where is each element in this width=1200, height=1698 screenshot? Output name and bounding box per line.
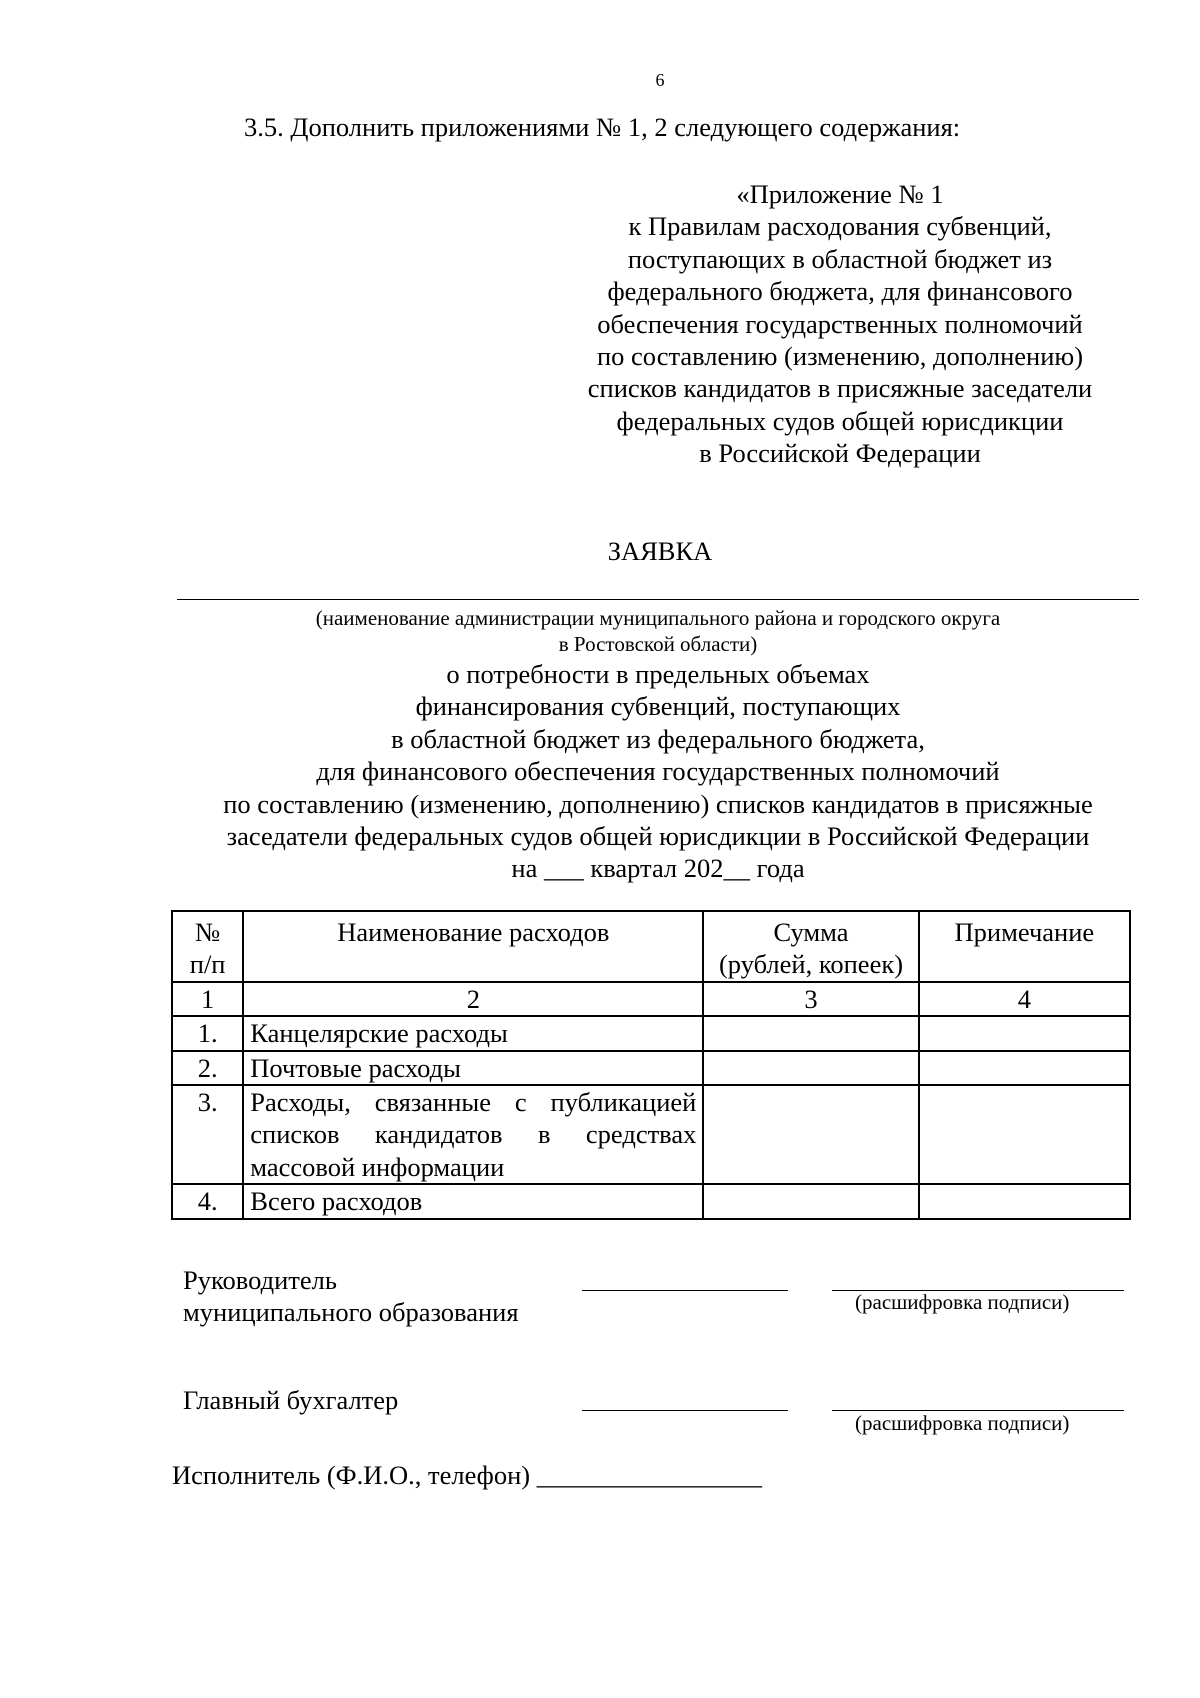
request-line: на ___ квартал 202__ года bbox=[511, 853, 805, 884]
head-name-caption: (расшифровка подписи) bbox=[855, 1290, 1070, 1314]
head-label-line2: муниципального образования bbox=[183, 1297, 519, 1328]
appendix-line: «Приложение № 1 bbox=[736, 179, 944, 209]
header-sum-line1: Сумма bbox=[773, 917, 849, 947]
table-row bbox=[172, 1184, 1130, 1218]
appendix-line: поступающих в областной бюджет из bbox=[627, 243, 1053, 274]
table-row bbox=[172, 1085, 1130, 1184]
caption-line: (наименование администрации муниципального района и городского округа bbox=[315, 606, 1001, 630]
table-row bbox=[172, 1051, 1130, 1085]
administration-name-line bbox=[177, 599, 1139, 600]
row-note bbox=[919, 1085, 1130, 1184]
administration-caption bbox=[177, 605, 1139, 657]
column-number-row bbox=[172, 982, 1130, 1016]
row-note bbox=[919, 1051, 1130, 1085]
row-sum bbox=[703, 1016, 918, 1050]
accountant-name-caption: (расшифровка подписи) bbox=[855, 1411, 1070, 1435]
appendix-line: в Российской Федерации bbox=[699, 438, 981, 469]
accountant-signature-label: Главный бухгалтер bbox=[183, 1385, 399, 1415]
row-number: 1. bbox=[172, 1016, 243, 1050]
row-number: 4. bbox=[172, 1184, 243, 1218]
column-number: 3 bbox=[703, 982, 918, 1016]
intro-paragraph: 3.5. Дополнить приложениями № 1, 2 следующего содержания: bbox=[244, 112, 961, 142]
request-line: о потребности в предельных объемах bbox=[446, 659, 870, 689]
caption-line: в Ростовской области) bbox=[558, 632, 758, 656]
row-name: Почтовые расходы bbox=[243, 1051, 703, 1085]
executor-label: Исполнитель (Ф.И.О., телефон) bbox=[172, 1460, 531, 1490]
column-number: 1 bbox=[172, 982, 243, 1016]
row-note bbox=[919, 1016, 1130, 1050]
request-description bbox=[167, 658, 1149, 885]
row-note bbox=[919, 1184, 1130, 1218]
accountant-signature-line bbox=[582, 1410, 788, 1411]
header-sum bbox=[703, 911, 918, 982]
expenses-table bbox=[171, 910, 1131, 1220]
head-label-line1: Руководитель bbox=[183, 1265, 337, 1295]
header-number-line2: п/п bbox=[189, 949, 226, 980]
request-line: финансирования субвенций, поступающих bbox=[415, 691, 901, 722]
row-name: Всего расходов bbox=[243, 1184, 703, 1218]
executor-line bbox=[172, 1460, 762, 1491]
column-number: 4 bbox=[919, 982, 1130, 1016]
header-number-line1: № bbox=[194, 917, 221, 947]
request-line: по составлению (изменению, дополнению) списков кандидатов в присяжные bbox=[223, 788, 1093, 819]
header-note: Примечание bbox=[919, 911, 1130, 982]
executor-blank: _________________ bbox=[536, 1460, 762, 1490]
header-sum-line2: (рублей, копеек) bbox=[718, 949, 904, 980]
page-number: 6 bbox=[655, 70, 665, 90]
header-name: Наименование расходов bbox=[243, 911, 703, 982]
appendix-line: по составлению (изменению, дополнению) bbox=[596, 341, 1084, 372]
header-number bbox=[172, 911, 243, 982]
appendix-line: к Правилам расходования субвенций, bbox=[628, 211, 1052, 242]
appendix-line: обеспечения государственных полномочий bbox=[597, 308, 1083, 339]
row-sum bbox=[703, 1184, 918, 1218]
row-number: 2. bbox=[172, 1051, 243, 1085]
row-sum bbox=[703, 1051, 918, 1085]
document-title: ЗАЯВКА bbox=[607, 536, 713, 566]
request-line: заседатели федеральных судов общей юрисдикции в Российской Федерации bbox=[226, 821, 1090, 852]
row-name: Расходы, связанные с публикацией списков кандидатов в средствах массовой информации bbox=[243, 1085, 703, 1184]
request-line: для финансового обеспечения государственных полномочий bbox=[316, 756, 1000, 787]
row-sum bbox=[703, 1085, 918, 1184]
appendix-line: федеральных судов общей юрисдикции bbox=[616, 405, 1064, 436]
head-signature-label bbox=[183, 1264, 519, 1329]
row-number: 3. bbox=[172, 1085, 243, 1184]
column-number: 2 bbox=[243, 982, 703, 1016]
appendix-line: федерального бюджета, для финансового bbox=[607, 276, 1073, 307]
table-row bbox=[172, 1016, 1130, 1050]
row-name: Канцелярские расходы bbox=[243, 1016, 703, 1050]
appendix-header bbox=[560, 178, 1120, 470]
appendix-line: списков кандидатов в присяжные заседатели bbox=[587, 373, 1093, 404]
head-signature-line bbox=[582, 1290, 788, 1291]
request-line: в областной бюджет из федерального бюджета, bbox=[391, 723, 925, 754]
table-header-row bbox=[172, 911, 1130, 982]
